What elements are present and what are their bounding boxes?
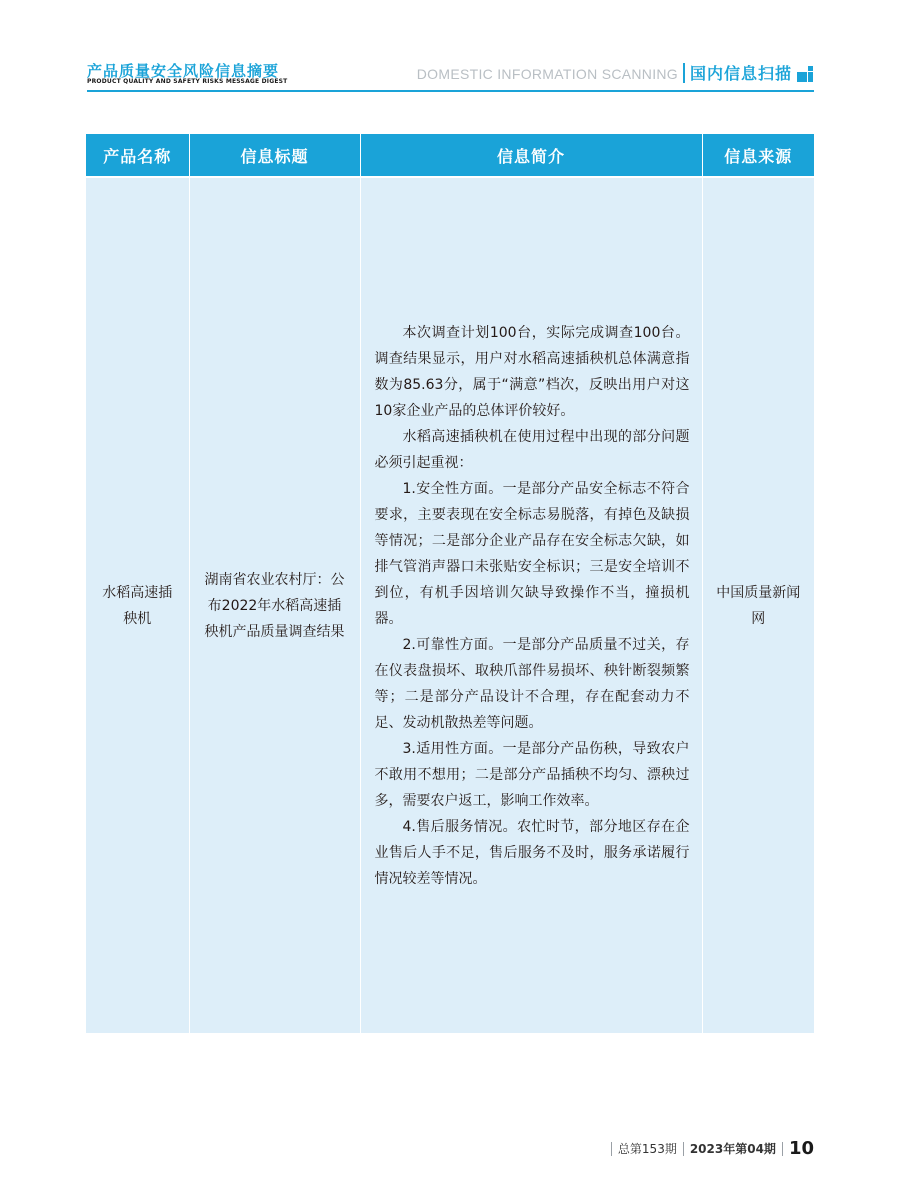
header-section-cn: 国内信息扫描: [690, 64, 793, 83]
summary-paragraph: 3.适用性方面。一是部分产品伤秧，导致农户不敢用不想用；二是部分产品插秧不均匀、漂秧过多，需要农户返工，影响工作效率。: [374, 740, 690, 809]
summary-paragraph: 4.售后服务情况。农忙时节，部分地区存在企业售后人手不足，售后服务不及时，服务承诺履行情况较差等情况。: [374, 818, 690, 887]
table-header-row: [86, 134, 814, 177]
header-separator: [683, 63, 685, 83]
summary-paragraph: 1.安全性方面。一是部分产品安全标志不符合要求，主要表现在安全标志易脱落，有掉色及缺损等情况；二是部分企业产品存在安全标志欠缺，如排气管消声器口未张贴安全标识；三是安全培训不到位，有机手因培训欠缺导致操作不当，撞损机器。: [374, 480, 690, 627]
footer-divider: [611, 1142, 612, 1156]
info-title: 湖南省农业农村厅：公布2022年水稻高速插秧机产品质量调查结果: [204, 571, 345, 640]
summary-paragraph: 2.可靠性方面。一是部分产品质量不过关，存在仪表盘损坏、取秧爪部件易损坏、秧针断裂频繁等；二是部分产品设计不合理，存在配套动力不足、发动机散热差等问题。: [374, 636, 690, 731]
column-header-title: 信息标题: [189, 134, 360, 177]
column-header-summary: 信息简介: [360, 134, 702, 177]
product-name: 水稻高速插秧机: [102, 584, 173, 627]
info-table: [86, 134, 814, 1033]
header-section-en: DOMESTIC INFORMATION SCANNING: [416, 66, 678, 82]
summary-paragraph: 本次调查计划100台，实际完成调查100台。调查结果显示，用户对水稻高速插秧机总体满意指数为85.63分，属于“满意”档次，反映出用户对这10家企业产品的总体评价较好。: [374, 324, 690, 419]
summary-paragraph: 水稻高速插秧机在使用过程中出现的部分问题必须引起重视：: [374, 428, 690, 471]
issue-number: 2023年第04期: [689, 1142, 776, 1156]
header-title-en: PRODUCT QUALITY AND SAFETY RISKS MESSAGE DIGEST: [87, 78, 288, 85]
info-summary: [361, 320, 702, 892]
footer-divider: [782, 1142, 783, 1156]
page-number: 10: [788, 1138, 814, 1159]
issue-total: 总第153期: [617, 1142, 677, 1156]
info-source: 中国质量新闻网: [716, 584, 801, 627]
header-title-cn: 产品质量安全风险信息摘要: [87, 62, 280, 80]
cell-product: [86, 177, 189, 1033]
footer-divider: [683, 1142, 684, 1156]
column-header-product: 产品名称: [86, 134, 189, 177]
corner-squares-icon: [797, 66, 813, 82]
page-footer: [605, 1138, 814, 1159]
cell-title: [189, 177, 360, 1033]
header-rule: [87, 90, 814, 92]
column-header-source: 信息来源: [702, 134, 814, 177]
cell-summary: [360, 177, 702, 1033]
table-row: [86, 177, 814, 1033]
cell-source: [702, 177, 814, 1033]
